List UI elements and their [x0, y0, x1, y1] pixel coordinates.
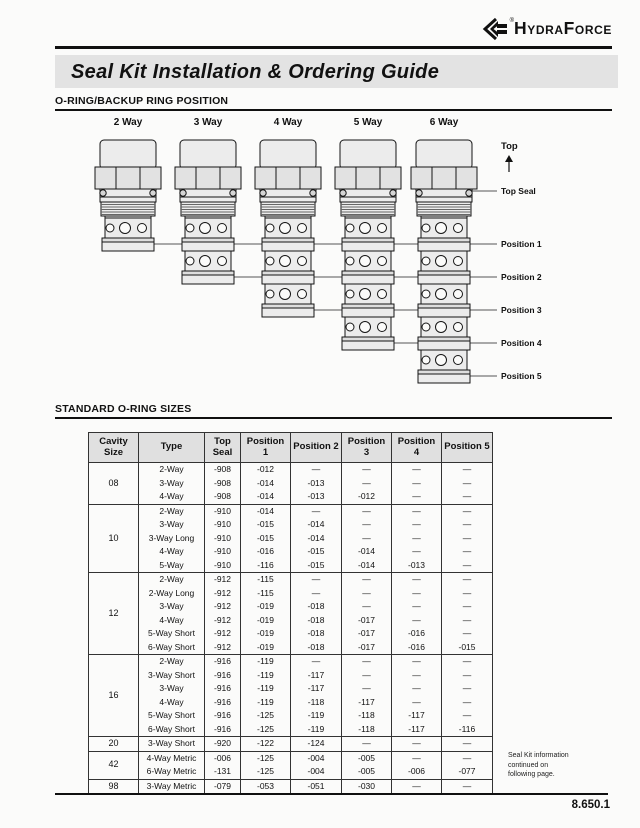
table-row: [89, 682, 493, 696]
type-cell: 3-Way Short: [139, 669, 205, 683]
position-cell: —: [392, 655, 442, 669]
top-seal-cell: -912: [205, 627, 241, 641]
position-cell: -118: [342, 709, 392, 723]
table-row: [89, 518, 493, 532]
position-cell: —: [392, 518, 442, 532]
position-cell: -005: [342, 765, 392, 779]
top-seal-cell: -131: [205, 765, 241, 779]
position-cell: —: [442, 463, 493, 477]
type-cell: 3-Way: [139, 477, 205, 491]
position-cell: —: [291, 587, 342, 601]
position-cell: -118: [342, 723, 392, 737]
position-cell: -013: [291, 477, 342, 491]
top-seal-cell: -916: [205, 682, 241, 696]
position-cell: -117: [291, 682, 342, 696]
top-seal-cell: -916: [205, 723, 241, 737]
cavity-size-cell: 08: [89, 463, 139, 505]
top-seal-cell: -912: [205, 600, 241, 614]
position-cell: —: [342, 669, 392, 683]
type-cell: 3-Way Long: [139, 532, 205, 546]
top-seal-cell: -916: [205, 655, 241, 669]
note-line: continued on: [508, 761, 549, 769]
position-cell: —: [392, 477, 442, 491]
note-line: Seal Kit information: [508, 752, 569, 759]
position-cell: —: [442, 696, 493, 710]
top-seal-cell: -910: [205, 532, 241, 546]
page-number: 8.650.1: [571, 799, 610, 811]
table-row: [89, 737, 493, 752]
valve-label: 3 Way: [193, 117, 223, 128]
position-cell: -014: [291, 518, 342, 532]
top-seal-cell: -912: [205, 587, 241, 601]
position-cell: —: [442, 559, 493, 573]
position-cell: —: [342, 477, 392, 491]
position-cell: -019: [241, 614, 291, 628]
position-cell: —: [442, 779, 493, 794]
table-row: [89, 751, 493, 765]
position-cell: -019: [241, 627, 291, 641]
position-cell: —: [392, 463, 442, 477]
position-cell: -014: [342, 559, 392, 573]
valve-6-way: [411, 140, 477, 383]
table-row: [89, 723, 493, 737]
top-seal-cell: -910: [205, 559, 241, 573]
position-cell: -018: [291, 614, 342, 628]
leader-lines: [128, 191, 497, 376]
position-cell: -118: [291, 696, 342, 710]
type-cell: 4-Way: [139, 545, 205, 559]
type-cell: 2-Way Long: [139, 587, 205, 601]
position-cell: -119: [291, 709, 342, 723]
position-cell: —: [392, 669, 442, 683]
position-cell: -004: [291, 751, 342, 765]
position-cell: —: [291, 504, 342, 518]
table-header-row: [89, 433, 493, 463]
position-cell: —: [342, 518, 392, 532]
position-cell: -016: [392, 627, 442, 641]
position-cell: —: [442, 682, 493, 696]
top-label: Top: [501, 141, 518, 152]
top-seal-cell: -920: [205, 737, 241, 752]
top-seal-cell: -912: [205, 573, 241, 587]
column-header: Position 5: [442, 433, 493, 463]
position-cell: —: [392, 490, 442, 504]
table-row: [89, 504, 493, 518]
oring-sizes-table: [88, 432, 493, 794]
type-cell: 2-Way: [139, 504, 205, 518]
position-cell: -014: [241, 490, 291, 504]
position-cell: —: [442, 587, 493, 601]
table-row: [89, 587, 493, 601]
position-cell: —: [442, 751, 493, 765]
position-cell: —: [392, 779, 442, 794]
position-cell: -117: [392, 723, 442, 737]
valve-label: 4 Way: [273, 117, 303, 128]
valve-5-way: [335, 140, 401, 350]
position-cell: —: [392, 532, 442, 546]
position-cell: -119: [241, 669, 291, 683]
position-cell: -016: [392, 641, 442, 655]
cavity-size-cell: 20: [89, 737, 139, 752]
column-header: Top Seal: [205, 433, 241, 463]
type-cell: 5-Way: [139, 559, 205, 573]
type-cell: 4-Way Metric: [139, 751, 205, 765]
position-label: Position 5: [501, 370, 542, 381]
position-cell: —: [392, 504, 442, 518]
top-seal-label: Top Seal: [501, 186, 536, 196]
position-cell: -018: [291, 641, 342, 655]
top-arrow-icon: [505, 155, 513, 172]
column-header: Position 4: [392, 433, 442, 463]
position-cell: -119: [241, 696, 291, 710]
type-cell: 4-Way: [139, 614, 205, 628]
position-cell: —: [291, 573, 342, 587]
section-rule: [55, 417, 612, 419]
position-cell: —: [442, 504, 493, 518]
table-row: [89, 696, 493, 710]
table-row: [89, 573, 493, 587]
position-cell: —: [392, 751, 442, 765]
position-cell: —: [342, 600, 392, 614]
cavity-size-cell: 98: [89, 779, 139, 794]
top-seal-cell: -912: [205, 614, 241, 628]
position-cell: —: [392, 682, 442, 696]
type-cell: 6-Way Metric: [139, 765, 205, 779]
position-cell: -030: [342, 779, 392, 794]
position-cell: —: [392, 737, 442, 752]
position-cell: -015: [241, 518, 291, 532]
position-cell: —: [442, 490, 493, 504]
position-cell: —: [442, 669, 493, 683]
header-rule: [55, 46, 612, 49]
position-cell: —: [442, 737, 493, 752]
title-bar: [55, 55, 618, 88]
position-cell: -017: [342, 627, 392, 641]
column-header: Position 1: [241, 433, 291, 463]
table-row: [89, 490, 493, 504]
position-cell: -117: [392, 709, 442, 723]
position-cell: -017: [342, 614, 392, 628]
top-seal-cell: -908: [205, 463, 241, 477]
position-cell: -019: [241, 641, 291, 655]
position-cell: -015: [442, 641, 493, 655]
position-cell: -115: [241, 573, 291, 587]
top-seal-cell: -916: [205, 696, 241, 710]
position-cell: -119: [241, 682, 291, 696]
position-cell: -014: [241, 504, 291, 518]
position-cell: —: [442, 518, 493, 532]
position-cell: —: [342, 463, 392, 477]
type-cell: 5-Way Short: [139, 709, 205, 723]
position-cell: —: [342, 587, 392, 601]
type-cell: 3-Way: [139, 682, 205, 696]
position-cell: —: [442, 532, 493, 546]
note-line: following page.: [508, 771, 555, 778]
position-cell: —: [342, 737, 392, 752]
position-cell: —: [442, 627, 493, 641]
position-cell: —: [392, 614, 442, 628]
table-row: [89, 532, 493, 546]
position-cell: —: [442, 614, 493, 628]
position-cell: -014: [342, 545, 392, 559]
type-cell: 4-Way: [139, 490, 205, 504]
position-cell: —: [392, 587, 442, 601]
position-cell: -053: [241, 779, 291, 794]
column-header: Position 2: [291, 433, 342, 463]
position-cell: -117: [291, 669, 342, 683]
position-cell: -013: [291, 490, 342, 504]
position-cell: -018: [291, 627, 342, 641]
table-row: [89, 614, 493, 628]
type-cell: 3-Way Metric: [139, 779, 205, 794]
table-row: [89, 709, 493, 723]
top-seal-cell: -006: [205, 751, 241, 765]
position-cell: —: [442, 709, 493, 723]
position-cell: —: [291, 463, 342, 477]
table-row: [89, 463, 493, 477]
position-cell: —: [392, 573, 442, 587]
column-header: Cavity Size: [89, 433, 139, 463]
position-label: Position 1: [501, 238, 542, 249]
table-row: [89, 669, 493, 683]
table-row: [89, 641, 493, 655]
position-cell: -018: [291, 600, 342, 614]
position-cell: —: [442, 655, 493, 669]
table-row: [89, 545, 493, 559]
footer-rule: [55, 793, 608, 795]
valve-label: 2 Way: [113, 117, 143, 128]
hydraforce-logo: [482, 17, 612, 41]
registered-mark: ®: [509, 18, 514, 24]
position-cell: -014: [291, 532, 342, 546]
position-cell: -119: [291, 723, 342, 737]
type-cell: 6-Way Short: [139, 641, 205, 655]
cavity-size-cell: 10: [89, 504, 139, 573]
position-cell: -013: [392, 559, 442, 573]
position-cell: -116: [241, 559, 291, 573]
position-cell: -005: [342, 751, 392, 765]
position-cell: —: [442, 545, 493, 559]
cavity-size-cell: 42: [89, 751, 139, 779]
position-cell: -017: [342, 641, 392, 655]
top-seal-cell: -910: [205, 504, 241, 518]
top-seal-cell: -916: [205, 709, 241, 723]
position-cell: -122: [241, 737, 291, 752]
position-cell: -115: [241, 587, 291, 601]
position-cell: -014: [241, 477, 291, 491]
continuation-note: [508, 751, 603, 780]
position-cell: —: [342, 532, 392, 546]
table-row: [89, 655, 493, 669]
position-cell: -016: [241, 545, 291, 559]
position-cell: -004: [291, 765, 342, 779]
position-cell: -077: [442, 765, 493, 779]
position-cell: —: [392, 545, 442, 559]
top-seal-cell: -912: [205, 641, 241, 655]
top-seal-cell: -908: [205, 490, 241, 504]
position-cell: -125: [241, 709, 291, 723]
position-cell: -015: [291, 559, 342, 573]
table-row: [89, 559, 493, 573]
table-row: [89, 627, 493, 641]
position-cell: —: [392, 696, 442, 710]
type-cell: 3-Way Short: [139, 737, 205, 752]
position-cell: -015: [291, 545, 342, 559]
valve-3-way: [175, 140, 241, 284]
position-cell: -125: [241, 723, 291, 737]
position-cell: —: [442, 573, 493, 587]
position-cell: —: [342, 682, 392, 696]
valve-2-way: [95, 140, 161, 251]
brand-name: HydraForce: [514, 18, 612, 39]
page-title: Seal Kit Installation & Ordering Guide: [71, 61, 440, 83]
valve-4-way: [255, 140, 321, 317]
position-cell: -125: [241, 751, 291, 765]
position-cell: -124: [291, 737, 342, 752]
type-cell: 3-Way: [139, 518, 205, 532]
type-cell: 2-Way: [139, 463, 205, 477]
column-header: Position 3: [342, 433, 392, 463]
position-label: Position 2: [501, 271, 542, 282]
position-cell: —: [291, 655, 342, 669]
type-cell: 2-Way: [139, 655, 205, 669]
position-cell: —: [342, 655, 392, 669]
top-seal-cell: -910: [205, 545, 241, 559]
position-cell: -125: [241, 765, 291, 779]
position-cell: -119: [241, 655, 291, 669]
position-cell: -015: [241, 532, 291, 546]
position-label: Position 4: [501, 337, 542, 348]
table-row: [89, 765, 493, 779]
standard-oring-sizes-heading: STANDARD O-RING SIZES: [55, 403, 192, 415]
position-cell: -012: [342, 490, 392, 504]
type-cell: 3-Way: [139, 600, 205, 614]
valve-label: 5 Way: [353, 117, 383, 128]
type-cell: 2-Way: [139, 573, 205, 587]
valve-label: 6 Way: [429, 117, 459, 128]
top-seal-cell: -079: [205, 779, 241, 794]
position-cell: -117: [342, 696, 392, 710]
table-row: [89, 600, 493, 614]
position-cell: -019: [241, 600, 291, 614]
position-label: Position 3: [501, 304, 542, 315]
type-cell: 4-Way: [139, 696, 205, 710]
table-row: [89, 779, 493, 794]
position-cell: -012: [241, 463, 291, 477]
column-header: Type: [139, 433, 205, 463]
position-cell: -051: [291, 779, 342, 794]
position-cell: -116: [442, 723, 493, 737]
top-seal-cell: -908: [205, 477, 241, 491]
position-cell: —: [392, 600, 442, 614]
position-cell: —: [342, 573, 392, 587]
section-rule: [55, 109, 612, 111]
cavity-size-cell: 16: [89, 655, 139, 737]
position-cell: -006: [392, 765, 442, 779]
position-cell: —: [442, 477, 493, 491]
top-seal-cell: -916: [205, 669, 241, 683]
table-row: [89, 477, 493, 491]
top-seal-cell: -910: [205, 518, 241, 532]
oring-position-heading: O-RING/BACKUP RING POSITION: [55, 95, 229, 107]
position-cell: —: [442, 600, 493, 614]
position-cell: —: [342, 504, 392, 518]
type-cell: 5-Way Short: [139, 627, 205, 641]
cavity-size-cell: 12: [89, 573, 139, 655]
hydraforce-logo-icon: [482, 17, 509, 41]
type-cell: 6-Way Short: [139, 723, 205, 737]
